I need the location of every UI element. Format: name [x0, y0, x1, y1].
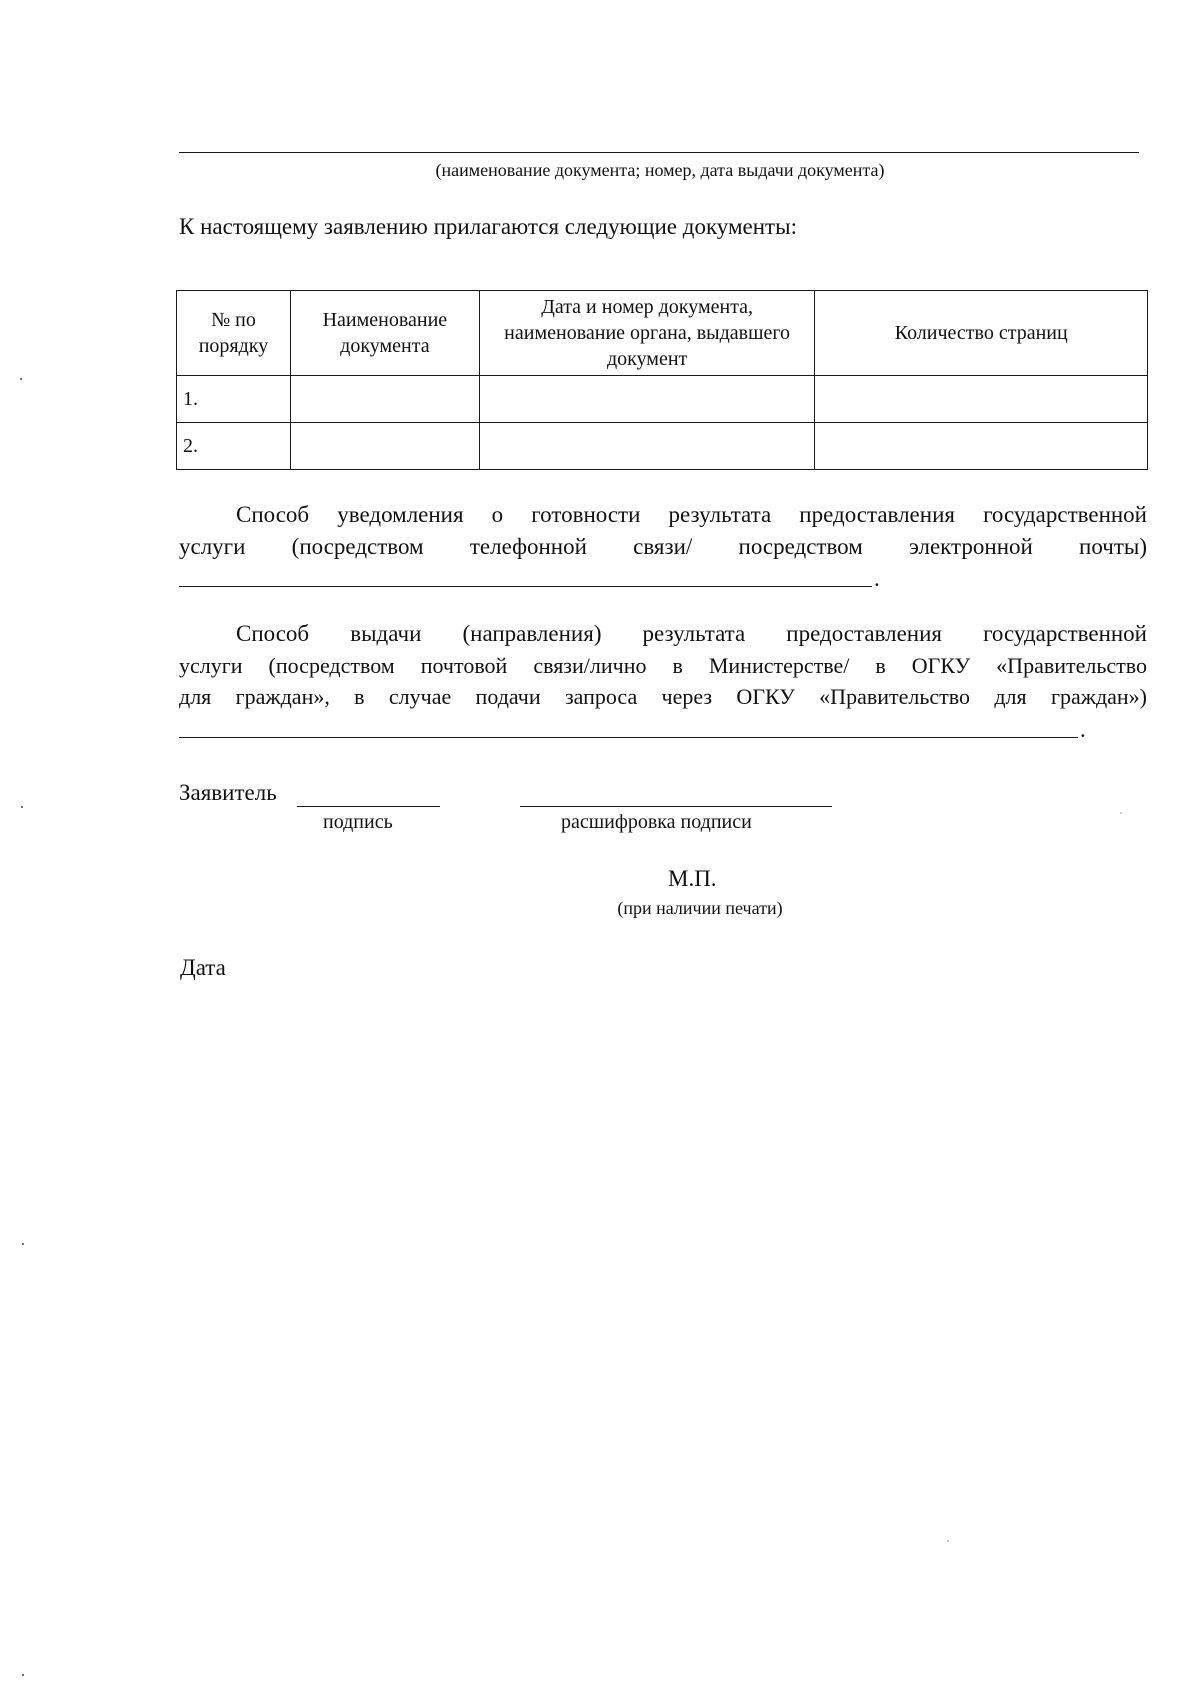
header-number: № по порядку	[177, 291, 291, 376]
notification-line-2: услуги (посредством телефонной связи/ посредством электронной почты)	[179, 534, 1147, 559]
signature-caption: подпись	[323, 811, 393, 833]
scan-speck	[1120, 812, 1122, 814]
table-row	[177, 376, 1148, 423]
scan-speck	[20, 378, 22, 380]
date-number-cell	[479, 376, 815, 423]
scan-speck	[21, 806, 23, 808]
header-page-count: Количество страниц	[815, 291, 1148, 376]
attachments-table	[176, 290, 1148, 470]
notification-line-1: Способ уведомления о готовности результата предоставления государственной	[236, 502, 1147, 527]
seal-label: М.П.	[668, 866, 717, 891]
signature-decoding-line	[520, 806, 832, 807]
table-row	[177, 423, 1148, 470]
table-header-row	[177, 291, 1148, 376]
row-number-cell: 1.	[177, 376, 291, 423]
seal-note: (при наличии печати)	[617, 898, 783, 918]
row-number-cell: 2.	[177, 423, 291, 470]
signature-line	[297, 806, 440, 807]
delivery-line-3: для граждан», в случае подачи запроса через ОГКУ «Правительство для граждан»)	[179, 684, 1147, 709]
scan-speck	[947, 1540, 949, 1542]
page-count-cell	[815, 376, 1148, 423]
delivery-fill-line	[179, 737, 1078, 738]
signature-decoding-caption: расшифровка подписи	[561, 811, 752, 833]
notification-end-mark: .	[874, 566, 880, 591]
document-name-caption: (наименование документа; номер, дата выдачи документа)	[435, 160, 885, 180]
document-name-cell	[290, 376, 479, 423]
header-document-name: Наименование документа	[290, 291, 479, 376]
header-date-number-issuer: Дата и номер документа, наименование органа, выдавшего документ	[479, 291, 815, 376]
scan-speck	[22, 1674, 24, 1676]
document-name-cell	[290, 423, 479, 470]
page-count-cell	[815, 423, 1148, 470]
attachments-intro: К настоящему заявлению прилагаются следующие документы:	[179, 214, 797, 239]
document-name-line	[179, 152, 1139, 153]
notification-fill-line	[179, 586, 872, 587]
date-label: Дата	[180, 955, 226, 980]
delivery-line-1: Способ выдачи (направления) результата предоставления государственной	[236, 621, 1147, 646]
date-number-cell	[479, 423, 815, 470]
delivery-line-2: услуги (посредством почтовой связи/лично в Министерстве/ в ОГКУ «Правительство	[179, 653, 1147, 678]
delivery-end-mark: .	[1080, 717, 1086, 742]
scan-speck	[22, 1243, 24, 1245]
applicant-label: Заявитель	[179, 780, 277, 805]
